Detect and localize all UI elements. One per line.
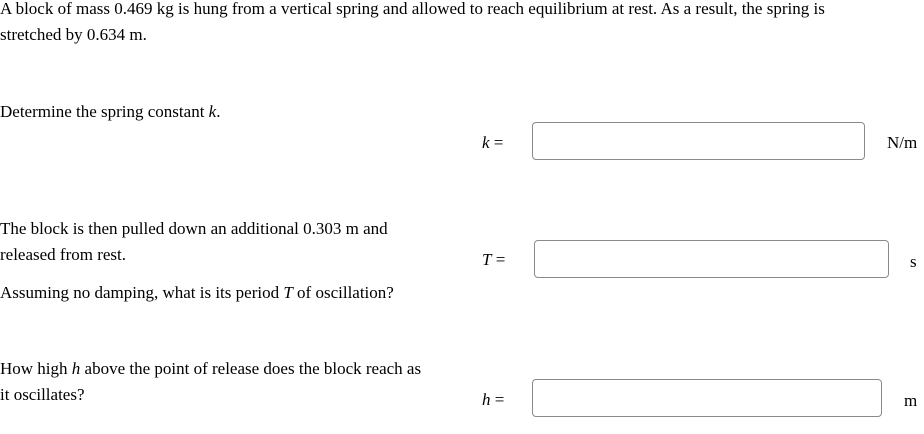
q2-line-2: released from rest. <box>0 245 127 264</box>
intro-line-2: stretched by 0.634 m. <box>0 25 147 44</box>
t-unit: s <box>910 252 917 271</box>
k-label-var: k <box>482 133 490 152</box>
t-label-var: T <box>482 250 492 269</box>
h-label <box>482 388 504 412</box>
q1-prompt <box>0 99 220 125</box>
k-answer-input[interactable] <box>532 122 865 160</box>
q1-prompt-var: k <box>208 102 217 121</box>
q3-line-1-var: h <box>71 359 81 378</box>
t-answer-input[interactable] <box>534 240 889 278</box>
q1-prompt-text: Determine the spring constant <box>0 102 209 121</box>
q2-prompt-var: T <box>283 283 293 302</box>
h-answer-input[interactable] <box>532 379 882 417</box>
h-label-eq: = <box>490 390 505 409</box>
k-label <box>482 131 503 155</box>
q3-line-2: it oscillates? <box>0 385 85 404</box>
h-unit: m <box>904 391 918 410</box>
q2-prompt-end: of oscillation? <box>292 283 394 302</box>
q2-prompt <box>0 280 394 306</box>
q1-prompt-end: . <box>216 102 221 121</box>
t-label <box>482 248 505 272</box>
t-label-eq: = <box>491 250 506 269</box>
q3-line-1-end: above the point of release does the block reach as <box>80 359 422 378</box>
k-label-eq: = <box>489 133 504 152</box>
q3-line-1 <box>0 356 421 382</box>
h-label-var: h <box>482 390 491 409</box>
q2-line-1: The block is then pulled down an additional 0.303 m and <box>0 219 388 238</box>
q2-prompt-text: Assuming no damping, what is its period <box>0 283 284 302</box>
k-unit: N/m <box>887 133 918 152</box>
q3-line-1-text: How high <box>0 359 72 378</box>
intro-line-1: A block of mass 0.469 kg is hung from a vertical spring and allowed to reach equilibrium at rest. As a result, the spring is <box>0 0 825 18</box>
